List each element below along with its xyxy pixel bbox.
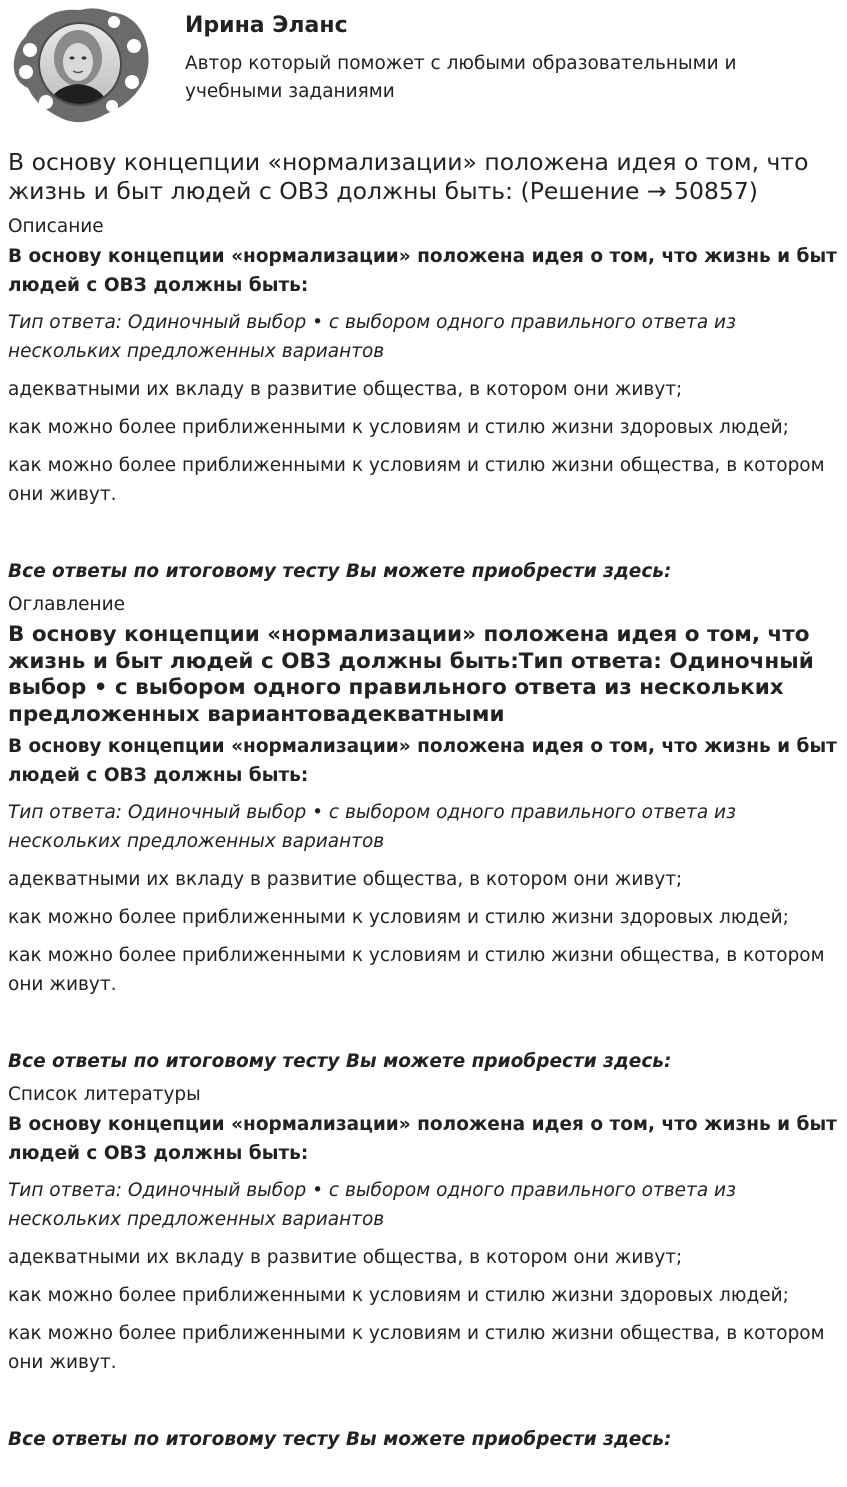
- contents-heading: В основу концепции «нормализации» положена идея о том, что жизнь и быт людей с ОВЗ должны быть:Тип ответа: Одиночный выбор • с выбором одного правильного ответа из нескольких предложенных вариантовадекватными: [8, 622, 814, 727]
- answer-type-text: Тип ответа: Одиночный выбор • с выбором одного правильного ответа из нескольких предложенных вариантов: [8, 1180, 736, 1230]
- answer-option: как можно более приближенными к условиям и стилю жизни общества, в котором они живут.: [8, 945, 825, 995]
- author-card: [0, 0, 847, 140]
- purchase-callout: Все ответы по итоговому тесту Вы можете приобрести здесь:: [8, 1051, 672, 1072]
- section-label-contents: Оглавление: [8, 594, 126, 615]
- section-label-references: Список литературы: [8, 1084, 201, 1105]
- description-section: [8, 214, 840, 586]
- answer-type-text: Тип ответа: Одиночный выбор • с выбором одного правильного ответа из нескольких предложенных вариантов: [8, 312, 736, 362]
- answer-option: как можно более приближенными к условиям и стилю жизни здоровых людей;: [8, 417, 789, 438]
- contents-section: [8, 592, 840, 1076]
- author-avatar[interactable]: [6, 6, 154, 128]
- author-description: Автор который поможет с любыми образовательными и учебными заданиями: [185, 53, 737, 102]
- page-title: В основу концепции «нормализации» положена идея о том, что жизнь и быт людей с ОВЗ должны быть: (Решение → 50857): [8, 148, 809, 205]
- question-text: В основу концепции «нормализации» положена идея о том, что жизнь и быт людей с ОВЗ должны быть:: [8, 736, 837, 786]
- section-label-description: Описание: [8, 216, 104, 237]
- main-content: [8, 148, 840, 1460]
- answer-option: адекватными их вкладу в развитие общества, в котором они живут;: [8, 1247, 683, 1268]
- author-name[interactable]: Ирина Эланс: [185, 13, 348, 38]
- answer-type-text: Тип ответа: Одиночный выбор • с выбором одного правильного ответа из нескольких предложенных вариантов: [8, 802, 736, 852]
- answer-option: как можно более приближенными к условиям и стилю жизни общества, в котором они живут.: [8, 1323, 825, 1373]
- purchase-callout: Все ответы по итоговому тесту Вы можете приобрести здесь:: [8, 1429, 672, 1450]
- purchase-callout: Все ответы по итоговому тесту Вы можете приобрести здесь:: [8, 561, 672, 582]
- question-text: В основу концепции «нормализации» положена идея о том, что жизнь и быт людей с ОВЗ должны быть:: [8, 246, 837, 296]
- answer-option: как можно более приближенными к условиям и стилю жизни общества, в котором они живут.: [8, 455, 825, 505]
- answer-option: как можно более приближенными к условиям и стилю жизни здоровых людей;: [8, 907, 789, 928]
- avatar-frame-icon: [6, 6, 154, 128]
- references-section: [8, 1082, 840, 1454]
- question-text: В основу концепции «нормализации» положена идея о том, что жизнь и быт людей с ОВЗ должны быть:: [8, 1114, 837, 1164]
- answer-option: как можно более приближенными к условиям и стилю жизни здоровых людей;: [8, 1285, 789, 1306]
- answer-option: адекватными их вкладу в развитие общества, в котором они живут;: [8, 869, 683, 890]
- answer-option: адекватными их вкладу в развитие общества, в котором они живут;: [8, 379, 683, 400]
